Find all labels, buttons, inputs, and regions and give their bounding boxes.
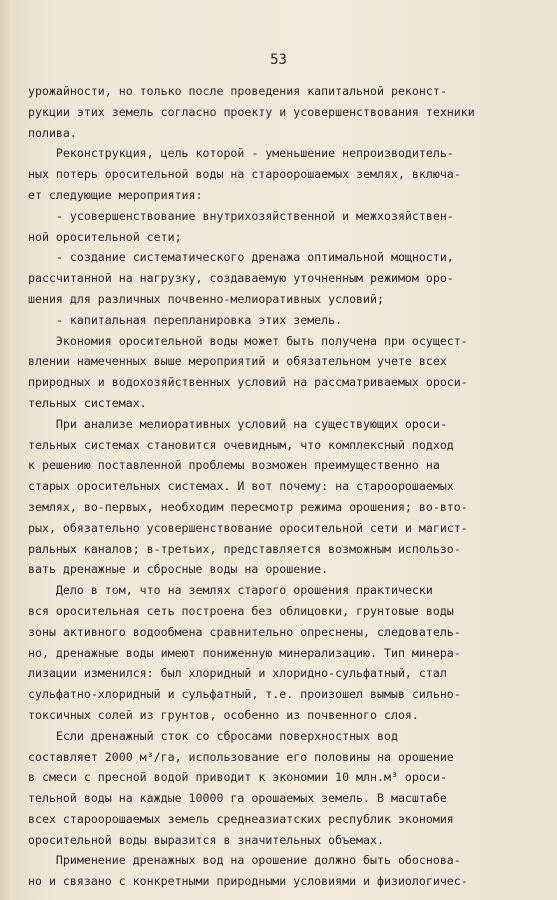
body-text (28, 81, 533, 892)
text-line: рассчитанной на нагрузку, создаваемую уточненным режимом оро- (28, 271, 454, 286)
page-edge-shadow (0, 0, 10, 900)
text-line: - капитальная перепланировка этих земель. (28, 312, 343, 327)
text-line: тельных системах. (28, 395, 147, 410)
text-line: всех староорошаемых земель среднеазиатских республик экономия (28, 811, 454, 826)
text-line: но и связано с конкретными природными условиями и физиологичес- (28, 874, 468, 889)
text-line: оросительной воды выразится в значительных объемах. (28, 832, 384, 847)
text-line: старых оросительных системах. И вот почему: на староорошаемых (28, 479, 454, 494)
text-line: зоны активного водообмена сравнительно опреснены, следователь- (28, 624, 461, 639)
text-line: рукции этих земель согласно проекту и усовершенствования техники (28, 104, 475, 119)
text-line: шения для различных почвенно-мелиоративных условий; (28, 291, 384, 306)
text-line: ных потерь оросительной воды на староорошаемых землях, включа- (28, 167, 461, 182)
text-line: к решению поставленной проблемы возможен преимущественно на (28, 458, 440, 473)
text-line: в смеси с пресной водой приводит к экономии 10 млн.м³ ороси- (28, 770, 447, 785)
text-line: Реконструкция, цель которой - уменьшение непроизводитель- (28, 146, 454, 161)
text-line: лизации изменился: был хлоридный и хлоридно-сульфатный, стал (28, 666, 447, 681)
text-line: составляет 2000 м³/га, использование его половины на орошение (28, 749, 454, 764)
text-line: Дело в том, что на землях старого орошения практически (28, 583, 433, 598)
text-line: Применение дренажных вод на орошение должно быть обоснова- (28, 853, 461, 868)
text-line: Экономия оросительной воды может быть получена при осущест- (28, 333, 468, 348)
page-number: 53 (270, 52, 287, 68)
text-line: тельной воды на каждые 10000 га орошаемых земель. В масштабе (28, 791, 447, 806)
text-line: землях, во-первых, необходим пересмотр режима орошения; во-вто- (28, 499, 468, 514)
text-line: влении намеченных выше мероприятий и обязательном учете всех (28, 354, 447, 369)
text-line: вся оросительная сеть построена без облицовки, грунтовые воды (28, 603, 454, 618)
text-line: - усовершенствование внутрихозяйственной и межхозяйствен- (28, 208, 454, 223)
text-line: природных и водохозяйственных условий на рассматриваемых ороси- (28, 375, 468, 390)
text-line: рых, обязательно усовершенствование оросительной сети и магист- (28, 520, 468, 535)
text-line: полива. (28, 125, 77, 140)
text-line: вать дренажные и сбросные воды на орошение. (28, 562, 329, 577)
text-line: тельных системах становится очевидным, что комплексный подход (28, 437, 454, 452)
text-line: - создание систематического дренажа оптимальной мощности, (28, 250, 454, 265)
text-line: Если дренажный сток со сбросами поверхностных вод (28, 728, 398, 743)
text-line: но, дренажные воды имеют пониженную минерализацию. Тип минера- (28, 645, 461, 660)
text-line: ет следующие мероприятия: (28, 187, 203, 202)
text-line: ной оросительной сети; (28, 229, 182, 244)
text-line: При анализе мелиоративных условий на существующих ороси- (28, 416, 447, 431)
text-line: токсичных солей из грунтов, особенно из почвенного слоя. (28, 707, 419, 722)
text-line: сульфатно-хлоридный и сульфатный, т.е. произошел вымыв сильно- (28, 687, 461, 702)
text-line: урожайности, но только после проведения капитальной реконст- (28, 84, 447, 98)
text-line: ральных каналов; в-третьих, представляется возможным использо- (28, 541, 461, 556)
